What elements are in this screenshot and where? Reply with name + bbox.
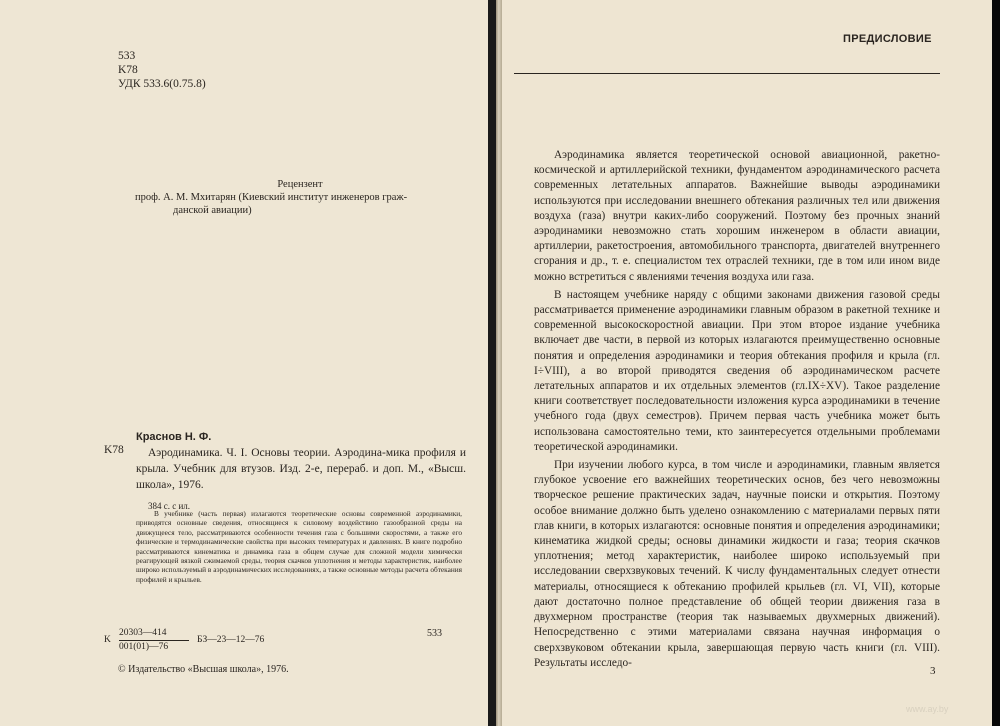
reviewer-block xyxy=(135,178,445,217)
author-name: Краснов Н. Ф. xyxy=(136,431,212,443)
bbk-code: 533 xyxy=(118,50,136,62)
watermark: www.ay.by xyxy=(906,704,949,714)
paragraph-1: Аэродинамика является теоретической основой авиационной, ракетно-космической и артиллерийской техники, фундаментом аэродинамического расчета современных летательных аппаратов. Важнейшие выводы аэродинамики используются при исследовании внешнего обтекания различных тел или движения воздуха (газа) внутри каких-либо сооружений. Поэтому без прочных знаний аэродинамики невозможно стать хорошим инженером в области авиации, артиллерии, ракетостроения, автомобильного транспорта, двигателей внутреннего сгорания и др., т. е. специалистом тех отраслей техники, где в том или ином виде можно встретиться с явлениями течения воздуха или газа. xyxy=(534,149,940,283)
left-page xyxy=(0,0,496,726)
page-heading: ПРЕДИСЛОВИЕ xyxy=(843,33,932,45)
udc-code: УДК 533.6(0.75.8) xyxy=(118,78,206,90)
right-edge xyxy=(992,0,1000,726)
bibliographic-description: Аэродинамика. Ч. I. Основы теории. Аэродина-мика профиля и крыла. Учебник для втузов. Изд. 2-е, перераб. и доп. М., «Высш. школа», 1976. xyxy=(136,447,466,491)
index-plan-number: БЗ—23—12—76 xyxy=(197,635,265,645)
index-right-code: 533 xyxy=(427,628,442,639)
heading-rule xyxy=(514,73,940,74)
page-count: 384 с. с ил. xyxy=(148,501,191,511)
catalog-card xyxy=(136,429,466,514)
copyright-line: © Издательство «Высшая школа», 1976. xyxy=(118,664,289,675)
index-k: K xyxy=(104,635,111,645)
reviewer-title: Рецензент xyxy=(277,179,323,190)
page-number: 3 xyxy=(930,665,936,677)
preface-body xyxy=(534,148,940,671)
reviewer-line-2: данской авиации) xyxy=(173,205,252,216)
author-mark: K78 xyxy=(118,64,138,76)
reviewer-line-1: проф. А. М. Мхитарян (Киевский институт инженеров граж- xyxy=(135,192,408,203)
paragraph-2: В настоящем учебнике наряду с общими законами движения газовой среды рассматривается применение аэродинамики главным образом в ракетной технике и современной высокоскоростной авиации. При этом второе издание учебника включает две части, в первой из которых излагаются преимущественно основные понятия и определения аэродинамики и теория обтекания профиля и крыла (гл. I÷VIII), а во второй приводятся сведения об аэродинамическом расчете летательных аппаратов и их отдельных элементов (гл.IX÷XV). Такое разделение книги соответствует последовательности изложения курса аэродинамики в течение учебного года (двух семестров). Причем первая часть учебника может быть использована самостоятельно теми, кто заинтересуется отдельными проблемами теоретической аэродинамики. xyxy=(534,288,940,453)
catalog-code: K78 xyxy=(104,444,124,456)
paragraph-3: При изучении любого курса, в том числе и аэродинамики, главным является глубокое усвоение его важнейших теоретических основ, без чего невозможны творческое решение практических задач, научные поиски и открытия. Поэтому особое внимание должно быть уделено ознакомлению с материалами первых пяти глав книги, в которых излагаются: основные понятия и определения аэродинамики; кинематика жидкой среды; основы динамики жидкости и газа; теория скачков уплотнения; метод характеристик, наиболее широко используемый при исследовании сверхзвуковых течений. К числу фундаментальных следует отнести материалы, относящиеся к обтеканию профилей крыльев (гл. VI, VII), которые дают достаточно полное представление об общей теории движения газа в двухмерном пространстве (теория так называемых двухмерных движений). Непосредственно с этими материалами связана научная информация о сверхзвуковом обтекании крыла, завершающая первую часть книги (гл. VIII). Результаты исследо- xyxy=(534,459,940,669)
index-denominator: 001(01)—76 xyxy=(119,642,169,652)
annotation-text: В учебнике (часть первая) излагаются теоретические основы современной аэродинамики, приводятся основные сведения, относящиеся к силовому воздействию газообразной среды на движущееся тело, рассматриваются особенности течения газа с большими скоростями, а также его физические и термодинамические свойства при высоких температурах и давлениях. В книге подробно рассматриваются кинематика и динамика газа в общем случае для сложной модели химически реагирующей вязкой сжимаемой среды, теория скачков уплотнения и методы характеристик, наиболее широко используемый в аэродинамических исследованиях, а также основные методы расчета обтекания профилей и крыльев. xyxy=(136,509,462,584)
index-numerator: 20303—414 xyxy=(119,627,189,641)
classification-codes xyxy=(118,49,206,91)
